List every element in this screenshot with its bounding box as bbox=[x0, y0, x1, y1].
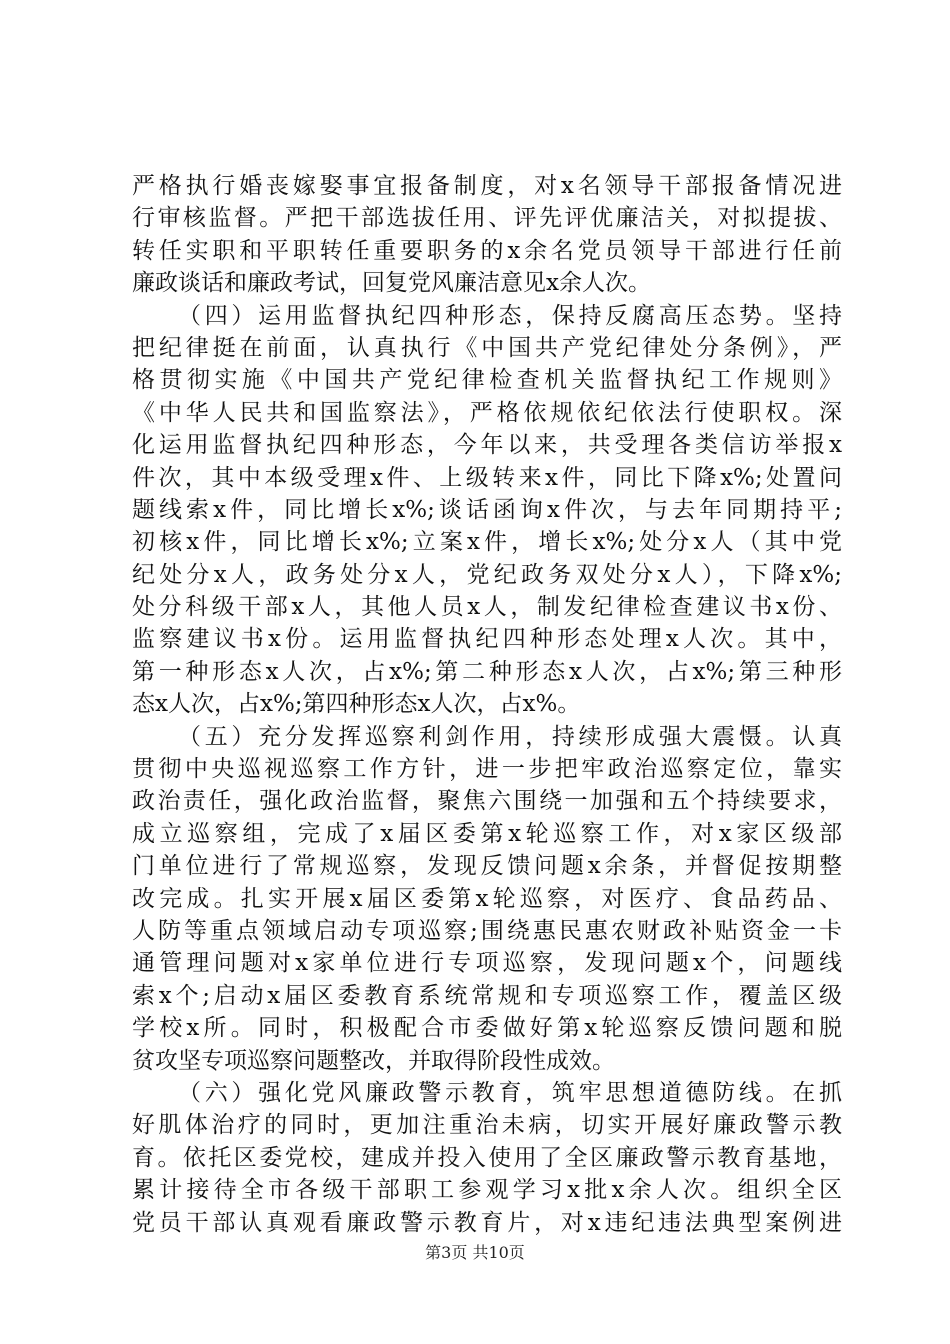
text-line: 第一种形态x人次，占x%;第二种形态x人次，占x%;第三种形 bbox=[132, 658, 842, 685]
text-line: 题线索x件，同比增长x%;谈话函询x件次，与去年同期持平; bbox=[132, 496, 842, 523]
text-line: 门单位进行了常规巡察，发现反馈问题x余条，并督促按期整 bbox=[132, 853, 842, 880]
text-line: 累计接待全市各级干部职工参观学习x批x余人次。组织全区 bbox=[132, 1177, 842, 1204]
text-line: （六）强化党风廉政警示教育，筑牢思想道德防线。在抓 bbox=[178, 1079, 842, 1106]
text-line: 监察建议书x份。运用监督执纪四种形态处理x人次。其中， bbox=[132, 626, 842, 653]
text-line: 处分科级干部x人，其他人员x人，制发纪律检查建议书x份、 bbox=[132, 594, 842, 621]
text-line: 贫攻坚专项巡察问题整改，并取得阶段性成效。 bbox=[132, 1047, 615, 1074]
page-number: 第3页 共10页 bbox=[425, 1243, 525, 1262]
text-line: 贯彻中央巡视巡察工作方针，进一步把牢政治巡察定位，靠实 bbox=[132, 756, 842, 783]
text-line: 格贯彻实施《中国共产党纪律检查机关监督执纪工作规则》 bbox=[132, 367, 842, 394]
text-line: 廉政谈话和廉政考试，回复党风廉洁意见x余人次。 bbox=[132, 270, 651, 297]
text-line: 转任实职和平职转任重要职务的x余名党员领导干部进行任前 bbox=[132, 237, 842, 264]
text-line: 人防等重点领域启动专项巡察;围绕惠民惠农财政补贴资金一卡 bbox=[132, 917, 842, 944]
text-line: 索x个;启动x届区委教育系统常规和专项巡察工作，覆盖区级 bbox=[132, 982, 842, 1009]
text-line: （五）充分发挥巡察利剑作用，持续形成强大震慑。认真 bbox=[178, 723, 842, 750]
text-line: 政治责任，强化政治监督，聚焦六围绕一加强和五个持续要求， bbox=[132, 788, 842, 815]
text-line: 通管理问题对x家单位进行专项巡察，发现问题x个，问题线 bbox=[132, 950, 842, 977]
text-line: 初核x件，同比增长x%;立案x件，增长x%;处分x人（其中党 bbox=[132, 529, 842, 556]
text-line: 态x人次，占x%;第四种形态x人次，占x%。 bbox=[132, 691, 581, 718]
text-line: 成立巡察组，完成了x届区委第x轮巡察工作，对x家区级部 bbox=[132, 820, 842, 847]
text-line: 育。依托区委党校，建成并投入使用了全区廉政警示教育基地， bbox=[132, 1144, 842, 1171]
text-line: 党员干部认真观看廉政警示教育片，对x违纪违法典型案例进 bbox=[132, 1209, 842, 1236]
text-line: 化运用监督执纪四种形态，今年以来，共受理各类信访举报x bbox=[132, 432, 842, 459]
text-line: 件次，其中本级受理x件、上级转来x件，同比下降x%;处置问 bbox=[132, 464, 842, 491]
text-line: 严格执行婚丧嫁娶事宜报备制度，对x名领导干部报备情况进 bbox=[132, 173, 842, 199]
text-line: 学校x所。同时，积极配合市委做好第x轮巡察反馈问题和脱 bbox=[132, 1015, 842, 1042]
text-line: （四）运用监督执纪四种形态，保持反腐高压态势。坚持 bbox=[178, 302, 842, 329]
text-line: 好肌体治疗的同时，更加注重治未病，切实开展好廉政警示教 bbox=[132, 1112, 842, 1139]
text-line: 纪处分x人，政务处分x人，党纪政务双处分x人），下降x%; bbox=[132, 561, 842, 588]
text-line: 改完成。扎实开展x届区委第x轮巡察，对医疗、食品药品、 bbox=[132, 885, 842, 912]
text-line: 行审核监督。严把干部选拔任用、评先评优廉洁关，对拟提拔、 bbox=[132, 205, 842, 232]
document-body bbox=[132, 170, 842, 1239]
text-line: 《中华人民共和国监察法》，严格依规依纪依法行使职权。深 bbox=[132, 399, 842, 426]
text-line: 把纪律挺在前面，认真执行《中国共产党纪律处分条例》，严 bbox=[132, 334, 842, 361]
